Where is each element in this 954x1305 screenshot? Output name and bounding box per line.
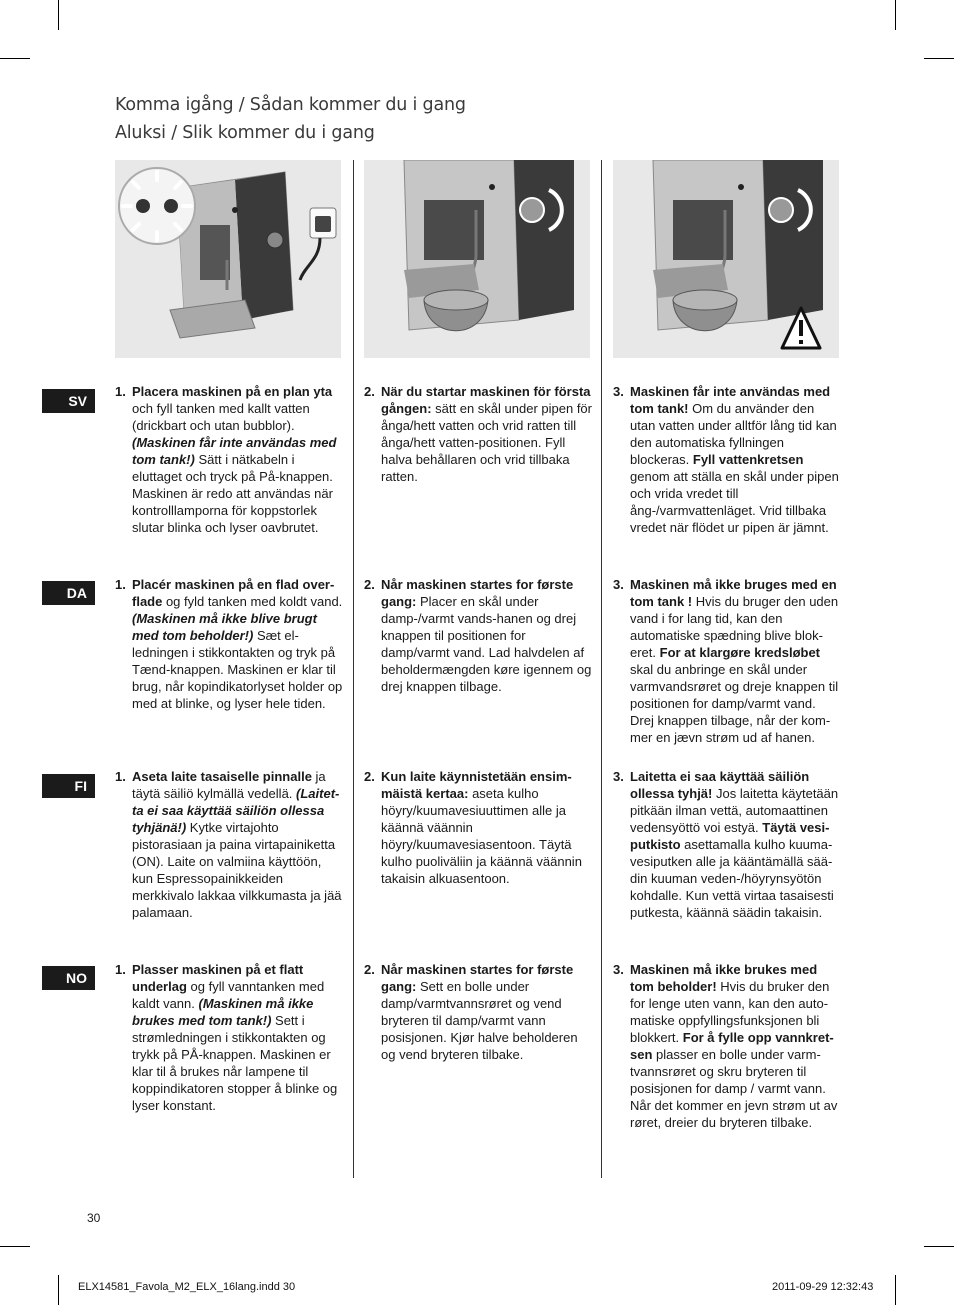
step-sv-1: 1. Placera maskinen på en plan yta och fyll tanken med kallt vatten (drickbart och utan bubblor). (Maskinen får inte användas med tom tank!) Sätt i nätkabeln i eluttaget och tryck på På-knappen. Maskinen är redo att användas när kontrolllamporna för koppstorlek slutar blinka och lyser oavbrutet. — [115, 384, 337, 535]
step-sv-3: 3. Maskinen får inte användas med tom tank! Om du använder den utan vatten under alltför lång tid kan den automatiska fyllningen blockeras. Fyll vattenkretsen genom att ställa en skål under pipen och vrida vredet till ång-/varmvattenläget. Vrid tillbaka vredet när flödet ur pipen är jämnt. — [613, 384, 839, 535]
step-da-3: 3. Maskinen må ikke bruges med en tom tank ! Hvis du bruger den uden vand i for lang tid, kan den automatiske spædning blive blokeret. For at klargøre kredsløbet skal du anbringe en skål under varmvandsrøret og dreje knappen til positionen for damp/varmt vand. Drej knappen tilbage, når der kommer en jævn strøm ud af hanen. — [613, 577, 839, 745]
crop-mark — [895, 0, 896, 30]
language-badge-fi: FI — [42, 774, 95, 798]
crop-mark — [58, 1275, 59, 1305]
crop-mark — [924, 1246, 954, 1247]
crop-mark — [895, 1275, 896, 1305]
step-da-2: 2. Når maskinen startes for første gang: Placer en skål under damp-/varmt vands-hanen og drej knappen til positionen for damp/varmt vand. Lad halvdelen af beholdermængden køre igennem og drej knappen tilbage. — [364, 577, 592, 694]
page-title: Komma igång / Sådan kommer du i gang — [115, 95, 466, 115]
crop-mark — [924, 58, 954, 59]
step-da-1: 1. Placér maskinen på en flad overflade og fyld tanken med koldt vand. (Maskinen må ikke blive brugt med tom beholder!) Sæt elledningen i stikkontakten og tryk på Tænd-knappen. Maskinen er klar til brug, når kopindikatorlyset holder op med at blinke, og lyser hele tiden. — [115, 577, 343, 711]
language-badge-da: DA — [42, 581, 95, 605]
language-badge-sv: SV — [42, 389, 95, 413]
page-number: 30 — [87, 1211, 101, 1225]
language-badge-no: NO — [42, 966, 95, 990]
step-sv-2: 2. När du startar maskinen för första gången: sätt en skål under pipen för ånga/hett vatten och vrid ratten till ånga/hett vatten-positionen. Fyll halva behållaren och vrid tillbaka ratten. — [364, 384, 592, 484]
footer-file-info: ELX14581_Favola_M2_ELX_16lang.indd 30 — [78, 1281, 296, 1293]
figure-first-start — [364, 160, 590, 358]
step-no-2: 2. Når maskinen startes for første gang: Sett en bolle under damp/varmtvannsrøret og vend bryteren til damp/varmt vann posisjonen. Kjør halve beholderen og vend bryteren tilbake. — [364, 962, 578, 1062]
step-fi-3: 3. Laitetta ei saa käyttää säiliön ollessa tyhjä! Jos laitetta käytetään pitkään ilman vettä, automaattinen vedensyöttö voi estyä. Täytä vesiputkisto asettamalla kulho kuumavesiputken alle ja kääntämällä säädin kuuman veden-/höyrynsyötön kohdalle. Kun vettä virtaa tasaisesti putkesta, käännä säädin takaisin. — [613, 769, 839, 920]
figure-fill-circuit — [613, 160, 839, 358]
column-divider — [353, 160, 354, 1178]
crop-mark — [0, 1246, 30, 1247]
figure-machine-plugged-in — [115, 160, 341, 358]
footer-timestamp: 2011-09-29 12:32:43 — [772, 1281, 874, 1293]
crop-mark — [58, 0, 59, 30]
page-subtitle: Aluksi / Slik kommer du i gang — [115, 123, 375, 143]
step-fi-1: 1. Aseta laite tasaiselle pinnalle ja täytä säiliö kylmällä vedellä. (Laitetta ei saa käyttää säiliön ollessa tyhjänä!) Kytke virtajohto pistorasiaan ja paina virtapainiketta (ON). Laite on valmiina käyttöön, kun Espressopainikkeiden merkkivalo lakkaa vilkkumasta ja jää palamaan. — [115, 769, 342, 920]
step-no-1: 1. Plasser maskinen på et flatt underlag og fyll vanntanken med kaldt vann. (Maskinen må ikke brukes med tom tank!) Sett i strømledningen i stikkontakten og trykk på PÅ-knappen. Maskinen er klar til å brukes når lampene til koppindikatoren stopper å blinke og lyser konstant. — [115, 962, 338, 1113]
step-no-3: 3. Maskinen må ikke brukes med tom beholder! Hvis du bruker den for lenge uten vann, kan den automatiske oppfyllingsfunksjonen bli blokkert. For å fylle opp vannkretsen plasser en bolle under varmtvannsrøret og skru bryteren til posisjonen for damp / varmt vann. Når det kommer en jevn strøm ut av røret, dreier du bryteren tilbake. — [613, 962, 838, 1130]
step-fi-2: 2. Kun laite käynnistetään ensimmäistä kertaa: aseta kulho höyry/kuumavesiuuttimen alle ja käännä väännin höyry/kuumavesiasentoon. Täytä kulho puoliväliin ja käännä väännin takaisin alkuasentoon. — [364, 769, 582, 886]
crop-mark — [0, 58, 30, 59]
column-divider — [601, 160, 602, 1178]
